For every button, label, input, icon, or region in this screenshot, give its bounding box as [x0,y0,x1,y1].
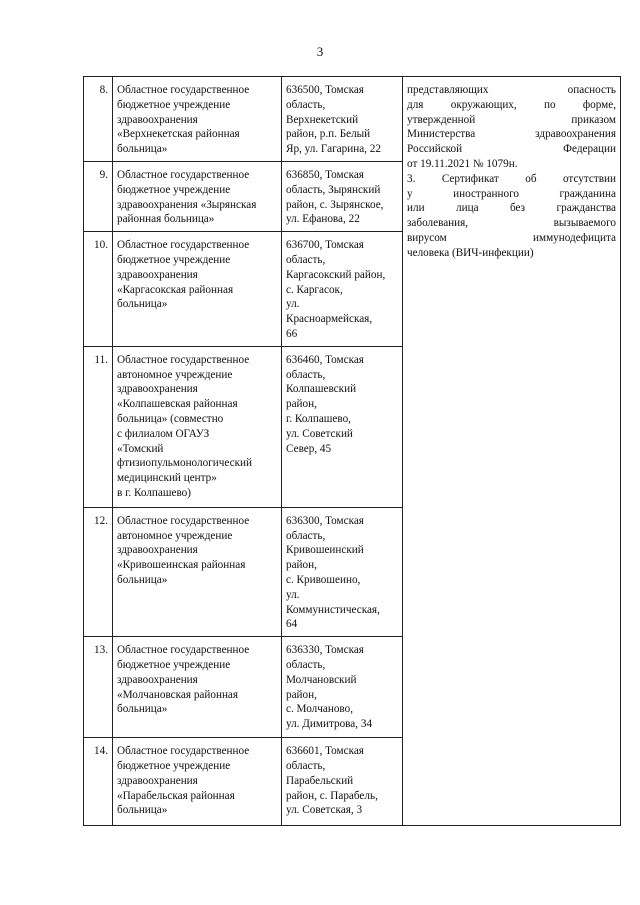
row-number: 8. [84,77,113,162]
institution-name-line: бюджетное учреждение [117,183,231,196]
institution-name-cell [113,346,282,507]
row-number: 13. [84,637,113,738]
document-requirement-line: представляющих опасность [407,84,616,96]
institution-name-line: автономное учреждение [117,529,233,542]
institution-name-cell [113,161,282,231]
address-cell [282,77,403,162]
institution-name-line: районная больница» [117,213,215,226]
document-requirement-line: или лица без гражданства [407,202,616,215]
institution-name-line: больница» [117,703,168,716]
institution-name-line: «Молчановская районная [117,688,239,701]
institution-name-line: Областное государственное [117,239,250,252]
document-requirement-line: заболевания, вызываемого [407,217,616,230]
address-line: район, [286,688,317,701]
address-line: 636460, Томская [286,353,364,366]
institution-name-line: «Каргасокская районная [117,283,234,296]
institution-name-line: «Томский [117,442,164,455]
institution-name-line: больница» [117,298,168,311]
address-line: область, [286,529,326,542]
address-line: область, [286,253,326,266]
address-line: Север, 45 [286,442,332,455]
institution-name-line: в г. Колпашево) [117,486,191,499]
address-line: Яр, ул. Гагарина, 22 [286,143,381,156]
institution-name-line: «Парабельская районная [117,789,235,802]
institution-name-line: Областное государственное [117,745,250,758]
row-number: 9. [84,161,113,231]
document-requirement-line: 3. Сертификат об отсутствии [407,172,616,185]
institution-name-line: здравоохранения [117,544,198,557]
address-cell [282,507,403,636]
institution-name-cell [113,637,282,738]
institution-name-line: здравоохранения [117,774,198,787]
address-line: область, [286,658,326,671]
document-requirement-line: Российской Федерации [407,143,616,156]
institution-name-line: здравоохранения [117,673,198,686]
address-line: ул. [286,298,300,311]
institution-name-line: автономное учреждение [117,368,233,381]
institution-name-line: бюджетное учреждение [117,658,231,671]
address-line: область, [286,759,326,772]
address-line: ул. [286,588,300,601]
row-number: 14. [84,738,113,826]
document-requirement-line: для окружающих, по форме, [407,98,616,111]
institution-name-cell [113,232,282,347]
document-requirement-line: у иностранного гражданина [407,187,616,200]
institution-name-line: больница» [117,143,168,156]
address-line: Верхнекетский [286,113,359,126]
address-line: ул. Димитрова, 34 [286,718,373,731]
institution-name-line: здравоохранения [117,268,198,281]
institution-name-line: бюджетное учреждение [117,759,231,772]
address-line: 636330, Томская [286,644,364,657]
institution-name-line: больница» [117,573,168,586]
row-number: 12. [84,507,113,636]
address-cell [282,232,403,347]
address-line: 636850, Томская [286,168,364,181]
address-line: область, [286,368,326,381]
address-line: с. Каргасок, [286,283,343,296]
required-documents-cell [403,77,621,826]
address-cell [282,161,403,231]
institution-name-line: бюджетное учреждение [117,98,231,111]
address-line: область, [286,98,326,111]
address-line: 636601, Томская [286,745,364,758]
institution-name-line: Областное государственное [117,353,250,366]
document-requirement-line: Министерства здравоохранения [407,128,616,141]
table-row [84,77,621,162]
page-number: 3 [316,44,324,59]
institutions-table [83,76,621,826]
institution-name-line: медицинский центр» [117,472,217,485]
institution-name-line: больница» [117,804,168,817]
row-number: 10. [84,232,113,347]
institution-name-line: Областное государственное [117,514,250,527]
address-line: с. Кривошеино, [286,573,361,586]
address-line: район, [286,559,317,572]
address-line: 636500, Томская [286,84,364,96]
address-line: Колпашевский [286,383,357,396]
institution-name-line: бюджетное учреждение [117,253,231,266]
address-cell [282,637,403,738]
document-requirement-line: утвержденной приказом [407,113,616,126]
address-line: ул. Советская, 3 [286,804,363,817]
institution-name-line: «Колпашевская районная [117,398,238,411]
institution-name-cell [113,507,282,636]
address-line: Молчановский [286,673,357,686]
institution-name-line: здравоохранения «Зырянская [117,198,257,211]
address-line: 64 [286,618,298,631]
address-line: район, [286,398,317,411]
institution-name-line: Областное государственное [117,168,250,181]
institution-name-line: фтизиопульмонологический [117,457,253,470]
institution-name-line: «Кривошеинская районная [117,559,246,572]
institution-name-line: здравоохранения [117,383,198,396]
address-line: с. Молчаново, [286,703,354,716]
address-line: Коммунистическая, [286,603,380,616]
institution-name-cell [113,738,282,826]
address-line: 66 [286,327,298,340]
institution-name-line: Областное государственное [117,644,250,657]
address-line: 636300, Томская [286,514,364,527]
document-requirement-line: человека (ВИЧ-инфекции) [407,246,534,259]
address-line: район, р.п. Белый [286,128,371,141]
address-line: Каргасокский район, [286,268,386,281]
address-line: область, Зырянский [286,183,381,196]
address-cell [282,738,403,826]
address-line: 636700, Томская [286,239,364,252]
institution-name-line: здравоохранения [117,113,198,126]
address-line: район, с. Зырянское, [286,198,384,211]
institution-name-line: больница» (совместно [117,412,224,425]
institution-name-line: Областное государственное [117,84,250,96]
address-line: Красноармейская, [286,313,373,326]
address-line: Кривошеинский [286,544,364,557]
row-number: 11. [84,346,113,507]
address-line: Парабельский [286,774,354,787]
address-line: ул. Советский [286,427,353,440]
address-line: г. Колпашево, [286,412,351,425]
address-line: район, с. Парабель, [286,789,378,802]
institution-name-line: с филиалом ОГАУЗ [117,427,210,440]
institution-name-cell [113,77,282,162]
document-requirement-line: от 19.11.2021 № 1079н. [407,157,518,170]
address-line: ул. Ефанова, 22 [286,213,360,226]
document-requirement-line: вирусом иммунодефицита [407,231,616,244]
institution-name-line: «Верхнекетская районная [117,128,240,141]
address-cell [282,346,403,507]
